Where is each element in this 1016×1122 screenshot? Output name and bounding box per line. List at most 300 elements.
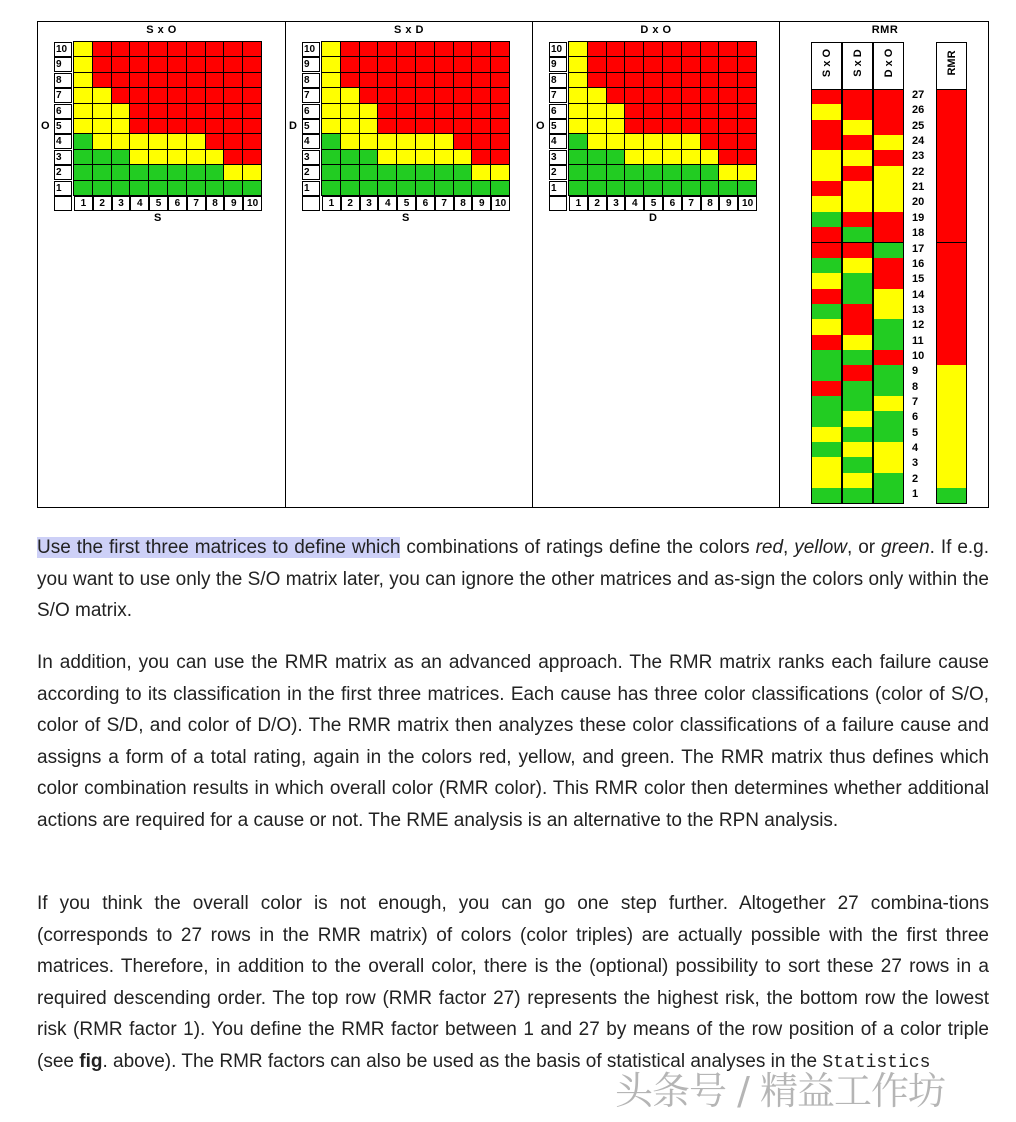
rmr-column-header-label: S x D (851, 49, 864, 77)
matrix-cell (569, 104, 588, 119)
matrix-cell (569, 165, 588, 180)
matrix-cell (738, 181, 757, 196)
matrix-cell (397, 104, 416, 119)
p1-text-c: , or (847, 537, 882, 558)
matrix-cell (663, 181, 682, 196)
matrix-cell (322, 150, 341, 165)
col-label: 6 (416, 196, 435, 211)
col-label: 4 (130, 196, 149, 211)
matrix-cell (243, 88, 262, 103)
matrix-cell (168, 57, 187, 72)
matrix-cell (397, 42, 416, 57)
rmr-factor: 12 (912, 319, 925, 332)
rmr-result-cell (936, 473, 967, 489)
rmr-factor: 17 (912, 242, 925, 255)
matrix-cell (112, 104, 131, 119)
watermark: 头条号 / 精益工作坊 (615, 1069, 945, 1113)
matrix-cell (360, 134, 379, 149)
rmr-panel (779, 22, 990, 507)
matrix-cell (93, 165, 112, 180)
matrix-cell (719, 42, 738, 57)
rmr-factor: 26 (912, 104, 925, 117)
matrix-cell (625, 134, 644, 149)
matrix-cell (682, 88, 701, 103)
row-label: 1 (302, 181, 320, 196)
matrix-cell (224, 134, 243, 149)
matrix-cell (187, 181, 206, 196)
rmr-result-cell (936, 166, 967, 182)
rmr-cell (873, 273, 904, 289)
matrix-cell (682, 134, 701, 149)
rmr-cell (811, 365, 842, 381)
matrix-cell (322, 42, 341, 57)
matrix-cell (93, 88, 112, 103)
matrix-cell (130, 88, 149, 103)
matrix-cell (435, 88, 454, 103)
rmr-cell (873, 350, 904, 366)
rmr-factor: 4 (912, 442, 919, 455)
rmr-cell (842, 227, 873, 243)
rmr-cell (873, 473, 904, 489)
col-label: 1 (569, 196, 588, 211)
row-label: 5 (54, 119, 72, 134)
matrix-cell (588, 165, 607, 180)
rmr-result-cell (936, 488, 967, 504)
matrix-cell (187, 119, 206, 134)
matrix-cell (224, 88, 243, 103)
col-label: 9 (472, 196, 491, 211)
matrix-cell (454, 104, 473, 119)
matrix-cell (341, 57, 360, 72)
matrix-cell (701, 104, 720, 119)
col-axis-label: S (402, 212, 410, 225)
matrix-cell (682, 57, 701, 72)
matrix-cell (472, 57, 491, 72)
rmr-cell (842, 381, 873, 397)
row-label: 6 (54, 104, 72, 119)
rmr-result-cell (936, 227, 967, 243)
matrix-cell (588, 150, 607, 165)
rmr-cell (873, 258, 904, 274)
matrix-cell (378, 42, 397, 57)
row-label: 7 (54, 88, 72, 103)
matrix-cell (569, 57, 588, 72)
matrix-cell (360, 104, 379, 119)
matrix-cell (341, 42, 360, 57)
matrix-cell (644, 73, 663, 88)
col-label: 7 (435, 196, 454, 211)
rmr-column-header (811, 42, 842, 89)
matrix-cell (74, 73, 93, 88)
col-label: 2 (341, 196, 360, 211)
row-axis-label: O (41, 120, 50, 132)
matrix-cell (625, 119, 644, 134)
rmr-cell (873, 411, 904, 427)
matrix-cell (682, 104, 701, 119)
col-label: 2 (588, 196, 607, 211)
matrix-cell (491, 73, 510, 88)
matrix-cell (378, 181, 397, 196)
rmr-figure (37, 21, 989, 508)
col-label: 2 (93, 196, 112, 211)
rmr-factor: 27 (912, 89, 925, 101)
matrix-cell (416, 42, 435, 57)
matrix-cell (607, 42, 626, 57)
matrix-cell (588, 88, 607, 103)
rmr-cell (873, 120, 904, 136)
matrix-cell (378, 119, 397, 134)
row-label: 7 (549, 88, 567, 103)
rmr-cell (842, 335, 873, 351)
rmr-cell (811, 135, 842, 151)
rmr-cell (811, 319, 842, 335)
col-label: 5 (397, 196, 416, 211)
matrix-cell (206, 165, 225, 180)
matrix-cell (472, 42, 491, 57)
rmr-result-cell (936, 196, 967, 212)
matrix-cell (378, 150, 397, 165)
matrix-cell (701, 165, 720, 180)
rmr-cell (842, 411, 873, 427)
row-label: 2 (302, 165, 320, 180)
matrix-cell (682, 42, 701, 57)
matrix-cell (378, 165, 397, 180)
matrix-cell (607, 150, 626, 165)
matrix-cell (74, 134, 93, 149)
rmr-result-cell (936, 442, 967, 458)
matrix-cell (569, 134, 588, 149)
rmr-result-cell (936, 365, 967, 381)
matrix-cell (588, 42, 607, 57)
matrix-cell (719, 134, 738, 149)
rmr-cell (811, 411, 842, 427)
matrix-cell (491, 104, 510, 119)
rmr-factor: 25 (912, 119, 925, 132)
row-label: 3 (302, 150, 320, 165)
rmr-result-cell (936, 335, 967, 351)
rmr-result-cell (936, 427, 967, 443)
rmr-cell (842, 273, 873, 289)
matrix-cell (491, 119, 510, 134)
matrix-cell (206, 134, 225, 149)
matrix-cell (206, 42, 225, 57)
matrix-cell (112, 181, 131, 196)
matrix-cell (187, 104, 206, 119)
rmr-factor: 18 (912, 227, 925, 240)
matrix-cell (682, 181, 701, 196)
matrix-cell (149, 165, 168, 180)
row-label: 3 (549, 150, 567, 165)
matrix-cell (644, 88, 663, 103)
rmr-result-cell (936, 289, 967, 305)
rmr-column-header-label: S x O (820, 48, 833, 78)
rmr-factor: 14 (912, 288, 925, 301)
matrix-cell (130, 181, 149, 196)
matrix-cell (74, 165, 93, 180)
row-label: 9 (302, 57, 320, 72)
matrix-cell (472, 88, 491, 103)
matrix-cell (607, 88, 626, 103)
row-label: 10 (549, 42, 567, 57)
matrix-cell (322, 57, 341, 72)
rmr-cell (811, 258, 842, 274)
row-label: 2 (54, 165, 72, 180)
corner-cell (54, 196, 72, 211)
corner-cell (302, 196, 320, 211)
matrix-cell (360, 119, 379, 134)
matrix-cell (130, 165, 149, 180)
matrix-cell (701, 134, 720, 149)
matrix-cell (243, 150, 262, 165)
matrix-cell (322, 88, 341, 103)
matrix-cell (243, 165, 262, 180)
matrix-cell (93, 104, 112, 119)
col-label: 4 (625, 196, 644, 211)
matrix-cell (206, 119, 225, 134)
rmr-cell (811, 304, 842, 320)
matrix-cell (569, 88, 588, 103)
matrix-cell (112, 42, 131, 57)
rmr-factor: 23 (912, 150, 925, 163)
matrix-cell (93, 134, 112, 149)
row-axis-label: D (289, 120, 297, 132)
p1-text-b: , (783, 537, 795, 558)
rmr-cell (811, 381, 842, 397)
rmr-cell (873, 365, 904, 381)
rmr-cell (842, 319, 873, 335)
rmr-result-cell (936, 411, 967, 427)
matrix-cell (719, 88, 738, 103)
matrix-cell (168, 42, 187, 57)
matrix-cell (149, 42, 168, 57)
matrix-cell (243, 181, 262, 196)
matrix-cell (206, 150, 225, 165)
matrix-cell (738, 104, 757, 119)
rmr-factor: 2 (912, 472, 919, 485)
rmr-cell (811, 457, 842, 473)
matrix-cell (663, 57, 682, 72)
matrix-cell (168, 104, 187, 119)
matrix-cell (322, 73, 341, 88)
rmr-result-cell (936, 135, 967, 151)
rmr-factor: 16 (912, 257, 925, 270)
matrix-cell (491, 165, 510, 180)
matrix-cell (224, 57, 243, 72)
matrix-cell (206, 181, 225, 196)
matrix-cell (454, 119, 473, 134)
matrix-cell (187, 150, 206, 165)
rmr-factor: 8 (912, 380, 919, 393)
matrix-cell (607, 104, 626, 119)
matrix-cell (569, 119, 588, 134)
rmr-factor: 10 (912, 349, 925, 362)
matrix-cell (416, 134, 435, 149)
rmr-cell (842, 181, 873, 197)
matrix-cell (360, 42, 379, 57)
matrix-cell (397, 88, 416, 103)
matrix-cell (454, 165, 473, 180)
rmr-cell (873, 427, 904, 443)
matrix-cell (607, 73, 626, 88)
matrix-cell (644, 104, 663, 119)
matrix-cell (149, 134, 168, 149)
matrix-cell (224, 73, 243, 88)
matrix-cell (224, 42, 243, 57)
matrix-cell (588, 181, 607, 196)
matrix-cell (397, 150, 416, 165)
rmr-result-cell (936, 150, 967, 166)
matrix-cell (454, 42, 473, 57)
row-label: 9 (54, 57, 72, 72)
matrix-cell (168, 134, 187, 149)
matrix-cell (243, 119, 262, 134)
rmr-result-cell (936, 396, 967, 412)
col-label: 9 (224, 196, 243, 211)
row-label: 7 (302, 88, 320, 103)
matrix-cell (738, 88, 757, 103)
matrix-cell (206, 88, 225, 103)
matrix-cell (130, 150, 149, 165)
rmr-cell (873, 150, 904, 166)
matrix-cell (378, 88, 397, 103)
rmr-cell (811, 196, 842, 212)
rmr-cell (842, 120, 873, 136)
matrix-cell (588, 73, 607, 88)
rmr-cell (873, 181, 904, 197)
matrix-cell (701, 181, 720, 196)
rmr-result-header (936, 42, 967, 89)
matrix-cell (360, 88, 379, 103)
matrix-cell (378, 134, 397, 149)
rmr-result-cell (936, 304, 967, 320)
matrix-cell (738, 134, 757, 149)
matrix-cell (168, 119, 187, 134)
matrix-cell (454, 73, 473, 88)
matrix-cell (682, 73, 701, 88)
matrix-cell (607, 57, 626, 72)
matrix-cell (588, 119, 607, 134)
rmr-factor: 1 (912, 488, 919, 501)
rmr-factor: 24 (912, 135, 925, 148)
matrix-cell (187, 134, 206, 149)
col-label: 4 (378, 196, 397, 211)
rmr-cell (811, 104, 842, 120)
rmr-cell (842, 457, 873, 473)
rmr-column-header-label: D x O (882, 48, 895, 78)
rmr-cell (811, 289, 842, 305)
row-label: 6 (549, 104, 567, 119)
col-label: 8 (701, 196, 720, 211)
matrix-cell (74, 88, 93, 103)
matrix-cell (187, 88, 206, 103)
matrix-cell (168, 73, 187, 88)
rmr-cell (842, 304, 873, 320)
matrix-cell (588, 134, 607, 149)
matrix-cell (74, 42, 93, 57)
rmr-result-cell (936, 120, 967, 136)
matrix-cell (112, 88, 131, 103)
rmr-cell (811, 212, 842, 228)
matrix-cell (454, 150, 473, 165)
matrix-cell (74, 119, 93, 134)
matrix-cell (701, 150, 720, 165)
matrix-cell (719, 150, 738, 165)
matrix-cell (206, 104, 225, 119)
matrix-cell (378, 104, 397, 119)
matrix-cell (701, 73, 720, 88)
matrix-cell (472, 134, 491, 149)
col-axis-label: S (154, 212, 162, 225)
matrix-cell (243, 134, 262, 149)
matrix-cell (397, 57, 416, 72)
matrix-cell (322, 104, 341, 119)
matrix-title: D x O (640, 24, 672, 36)
matrix-cell (738, 73, 757, 88)
matrix-cell (435, 42, 454, 57)
col-label: 10 (738, 196, 757, 211)
matrix-cell (130, 42, 149, 57)
matrix-cell (224, 181, 243, 196)
matrix-cell (112, 165, 131, 180)
rmr-cell (873, 196, 904, 212)
matrix-cell (149, 119, 168, 134)
row-label: 1 (549, 181, 567, 196)
matrix-cell (435, 165, 454, 180)
matrix-title: S x O (146, 24, 177, 36)
matrix-cell (397, 119, 416, 134)
matrix-cell (397, 165, 416, 180)
matrix-cell (454, 181, 473, 196)
col-label: 5 (644, 196, 663, 211)
matrix-cell (93, 73, 112, 88)
col-label: 8 (454, 196, 473, 211)
matrix-cell (435, 119, 454, 134)
rmr-cell (873, 396, 904, 412)
matrix-cell (224, 150, 243, 165)
rmr-cell (873, 381, 904, 397)
matrix-cell (149, 57, 168, 72)
matrix-cell (112, 73, 131, 88)
matrix-cell (663, 42, 682, 57)
matrix-cell (130, 134, 149, 149)
rmr-cell (811, 150, 842, 166)
rmr-cell (811, 89, 842, 105)
matrix-cell (454, 134, 473, 149)
matrix-cell (130, 73, 149, 88)
matrix-cell (341, 181, 360, 196)
matrix-cell (491, 181, 510, 196)
rmr-cell (842, 196, 873, 212)
matrix-cell (472, 181, 491, 196)
matrix-cell (644, 181, 663, 196)
rmr-factor: 3 (912, 457, 919, 470)
rmr-cell (873, 335, 904, 351)
matrix-cell (112, 57, 131, 72)
rmr-result-cell (936, 258, 967, 274)
matrix-cell (74, 57, 93, 72)
rmr-cell (842, 212, 873, 228)
matrix-cell (472, 150, 491, 165)
matrix-cell (644, 119, 663, 134)
matrix-cell (663, 104, 682, 119)
paragraph-2: In addition, you can use the RMR matrix as an advanced approach. The RMR matrix ranks each failure cause according to its classification in the first three matrices. Each cause has three color classifications (color of S/O, color of S/D, and color of D/O). The RMR matrix then analyzes these color classifications of a failure cause and assigns a form of a total rating, again in the colors red, yellow, and green. The RMR matrix thus defines which color combination results in which overall color (RMR color). This RMR color then determines whether additional actions are required for a cause or not. The RME analysis is an alternative to the RPN analysis. (37, 652, 989, 831)
rmr-cell (873, 89, 904, 105)
rmr-cell (842, 350, 873, 366)
p1-text-a: combinations of ratings define the colors (400, 537, 756, 558)
rmr-cell (873, 104, 904, 120)
paragraph-3 (37, 888, 989, 1079)
matrix-cell (341, 73, 360, 88)
